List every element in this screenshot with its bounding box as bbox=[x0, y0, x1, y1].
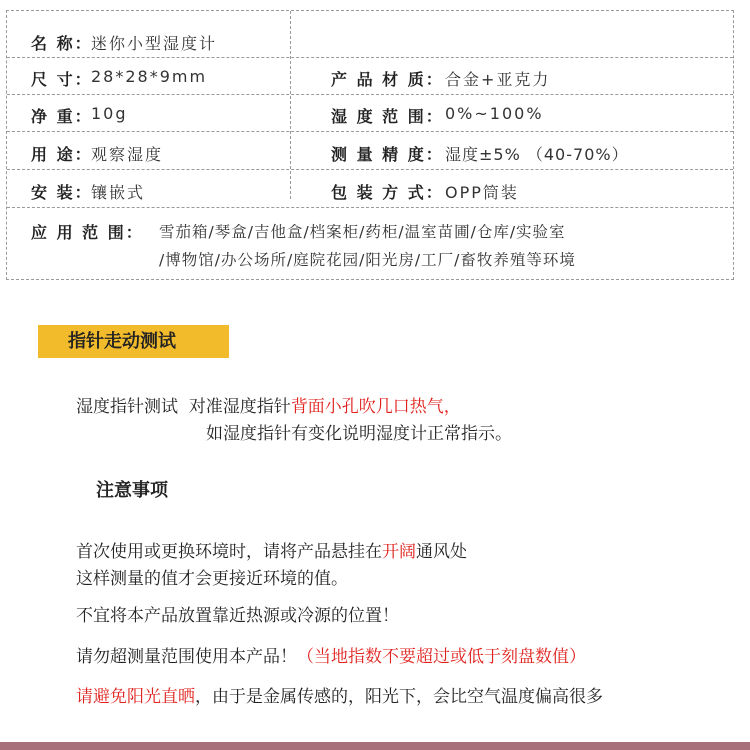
name-value: 迷你小型湿度计 bbox=[91, 34, 218, 53]
spec-table bbox=[6, 10, 734, 280]
precision-value: 湿度±5% （40-70%） bbox=[445, 145, 629, 164]
test-line-2: 如湿度指针有变化说明湿度计正常指示。 bbox=[206, 424, 512, 444]
size-value: 28*28*9mm bbox=[91, 67, 208, 86]
note-1-text-b: 通风处 bbox=[416, 542, 467, 562]
test-line-1 bbox=[76, 392, 461, 417]
test-line-1-highlight: 背面小孔吹几口热气， bbox=[290, 397, 461, 417]
note-3-plain: 请勿超测量范围使用本产品！ bbox=[76, 647, 297, 667]
note-3-highlight: （当地指数不要超过或低于刻盘数值） bbox=[297, 647, 586, 667]
precision-label: 测 量 精 度： bbox=[331, 145, 444, 164]
spec-row-use bbox=[7, 132, 733, 170]
package-value: OPP筒装 bbox=[445, 183, 519, 202]
application-line-1: 雪茄箱/琴盒/吉他盒/档案柜/药柜/温室苗圃/仓库/实验室 bbox=[159, 223, 566, 241]
application-label: 应 用 范 围： bbox=[31, 223, 144, 242]
package-label: 包 装 方 式： bbox=[331, 183, 444, 202]
application-line-2: /博物馆/办公场所/庭院花园/阳光房/工厂/畜牧养殖等环境 bbox=[159, 251, 576, 269]
spec-row-application bbox=[7, 208, 733, 280]
note-2: 不宜将本产品放置靠近热源或冷源的位置！ bbox=[76, 606, 399, 626]
use-label: 用 途： bbox=[31, 145, 93, 164]
spec-row-name bbox=[7, 11, 733, 58]
range-label: 湿 度 范 围： bbox=[331, 107, 444, 126]
note-1-text-a: 首次使用或更换环境时，请将产品悬挂在 bbox=[76, 542, 382, 562]
note-1-highlight: 开阔 bbox=[382, 542, 416, 562]
bottom-bar bbox=[0, 742, 750, 750]
weight-value: 10g bbox=[91, 104, 128, 123]
weight-label: 净 重： bbox=[31, 107, 93, 126]
material-label: 产 品 材 质： bbox=[331, 70, 444, 89]
name-label: 名 称： bbox=[31, 34, 93, 53]
note-1-line-1 bbox=[76, 537, 467, 562]
note-4-highlight: 请避免阳光直晒 bbox=[76, 687, 195, 707]
note-4 bbox=[76, 682, 603, 707]
note-1-line-2: 这样测量的值才会更接近环境的值。 bbox=[76, 569, 348, 589]
spec-row-size bbox=[7, 58, 733, 95]
spec-row-weight bbox=[7, 95, 733, 132]
spec-row-install bbox=[7, 170, 733, 208]
note-3 bbox=[76, 642, 586, 667]
use-value: 观察湿度 bbox=[91, 145, 164, 164]
section-badge: 指针走动测试 bbox=[38, 325, 229, 358]
material-value: 合金+亚克力 bbox=[445, 70, 551, 89]
test-label: 湿度指针测试 bbox=[76, 397, 178, 417]
range-value: 0%~100% bbox=[445, 104, 544, 123]
install-value: 镶嵌式 bbox=[91, 183, 146, 202]
size-label: 尺 寸： bbox=[31, 70, 93, 89]
test-line-1-plain: 对准湿度指针 bbox=[188, 397, 291, 417]
notes-title: 注意事项 bbox=[96, 480, 168, 501]
install-label: 安 装： bbox=[31, 183, 93, 202]
note-4-plain: ，由于是金属传感的，阳光下，会比空气温度偏高很多 bbox=[195, 687, 603, 707]
